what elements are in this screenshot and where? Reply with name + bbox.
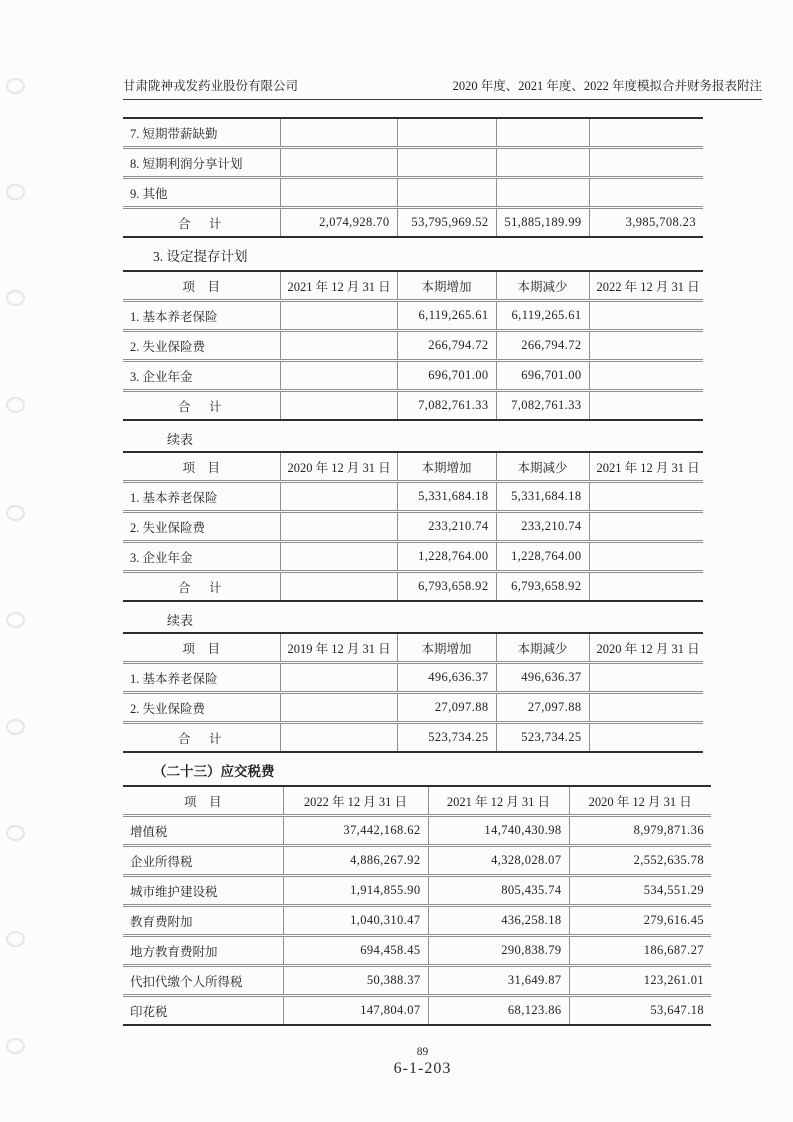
- cell-value: 290,838.79: [428, 936, 569, 966]
- row-label: 8. 短期利润分享计划: [123, 148, 280, 178]
- table-row: [123, 906, 711, 936]
- table-row: [123, 876, 711, 906]
- section-heading-defined-contribution-plan: 3. 设定提存计划: [153, 249, 248, 264]
- cell-value: 51,885,189.99: [496, 208, 589, 238]
- cell-value: 14,740,430.98: [428, 816, 569, 846]
- column-header: 2019 年 12 月 31 日: [280, 633, 397, 663]
- binder-hole-icon: [6, 290, 25, 306]
- row-label: 3. 企业年金: [123, 542, 280, 572]
- row-label: 1. 基本养老保险: [123, 482, 280, 512]
- cell-value: 147,804.07: [283, 996, 428, 1026]
- cell-value: 6,119,265.61: [397, 301, 496, 331]
- column-header: 2020 年 12 月 31 日: [569, 786, 711, 816]
- row-label: 2. 失业保险费: [123, 512, 280, 542]
- cell-value: 523,734.25: [496, 723, 589, 753]
- cell-value: 5,331,684.18: [496, 482, 589, 512]
- binder-hole-icon: [6, 78, 25, 94]
- cell-value: 68,123.86: [428, 996, 569, 1026]
- cell-value: 31,649.87: [428, 966, 569, 996]
- defined-contribution-2022-table-container: [123, 270, 762, 421]
- cell-value: [589, 331, 703, 361]
- cell-value: 233,210.74: [397, 512, 496, 542]
- row-label: 9. 其他: [123, 178, 280, 208]
- total-row: [123, 723, 703, 753]
- taxes-payable-table-container: [123, 785, 762, 1026]
- cell-value: 1,228,764.00: [397, 542, 496, 572]
- binder-hole-icon: [6, 612, 25, 628]
- cell-value: 266,794.72: [397, 331, 496, 361]
- cell-value: [589, 542, 703, 572]
- table-row: [123, 118, 703, 148]
- row-label: 2. 失业保险费: [123, 331, 280, 361]
- row-label: 3. 企业年金: [123, 361, 280, 391]
- column-header: 2022 年 12 月 31 日: [589, 271, 703, 301]
- binder-hole-icon: [6, 1038, 25, 1054]
- cell-value: [397, 178, 496, 208]
- cell-value: 123,261.01: [569, 966, 711, 996]
- column-header: 本期减少: [496, 633, 589, 663]
- row-label: 印花税: [130, 1004, 168, 1019]
- binder-hole-icon: [6, 719, 25, 735]
- cell-value: 50,388.37: [283, 966, 428, 996]
- table-row: [123, 482, 703, 512]
- cell-value: [589, 482, 703, 512]
- column-header: 本期增加: [397, 452, 496, 482]
- cell-value: [589, 723, 703, 753]
- cell-value: 266,794.72: [496, 331, 589, 361]
- cell-value: 2,074,928.70: [280, 208, 397, 238]
- row-label: 2. 失业保险费: [123, 693, 280, 723]
- report-title: 2020 年度、2021 年度、2022 年度模拟合并财务报表附注: [452, 79, 762, 93]
- cell-value: [280, 391, 397, 421]
- cell-value: [496, 148, 589, 178]
- row-label: 1. 基本养老保险: [123, 301, 280, 331]
- cell-value: 279,616.45: [569, 906, 711, 936]
- cell-value: [589, 572, 703, 602]
- column-header: 项 目: [123, 271, 280, 301]
- cell-value: [280, 178, 397, 208]
- table-row: [123, 816, 711, 846]
- cell-value: 805,435.74: [428, 876, 569, 906]
- cell-value: [589, 512, 703, 542]
- column-header: 项 目: [123, 786, 283, 816]
- cell-value: 5,331,684.18: [397, 482, 496, 512]
- table-header-row: [123, 633, 703, 663]
- cell-value: [280, 361, 397, 391]
- total-row: [123, 208, 703, 238]
- table-row: [123, 936, 711, 966]
- row-label: 教育费附加: [123, 906, 283, 936]
- total-row: [123, 572, 703, 602]
- cell-value: [496, 118, 589, 148]
- page-content: [123, 0, 762, 1026]
- row-label: 企业所得税: [123, 846, 283, 876]
- cell-value: [280, 723, 397, 753]
- short-term-employee-benefits-table: [123, 117, 703, 238]
- table-row: [123, 996, 711, 1026]
- table-row: [123, 512, 703, 542]
- cell-value: 534,551.29: [569, 876, 711, 906]
- cell-value: [589, 178, 703, 208]
- binder-hole-icon: [6, 825, 25, 841]
- defined-contribution-plan-2021-table: [123, 451, 703, 602]
- row-label: 7. 短期带薪缺勤: [123, 118, 280, 148]
- cell-value: [280, 482, 397, 512]
- cell-value: 1,914,855.90: [283, 876, 428, 906]
- binder-hole-icon: [6, 505, 25, 521]
- cell-value: [589, 148, 703, 178]
- table-row: [123, 966, 711, 996]
- cell-value: 53,795,969.52: [397, 208, 496, 238]
- table-row: [123, 361, 703, 391]
- row-label: 合 计: [177, 731, 225, 746]
- cell-value: 3,985,708.23: [589, 208, 703, 238]
- total-row: [123, 391, 703, 421]
- cell-value: [589, 693, 703, 723]
- table-header-row: [123, 271, 703, 301]
- short-term-employee-benefits-table-container: [123, 117, 762, 238]
- cell-value: 1,040,310.47: [283, 906, 428, 936]
- cell-value: 27,097.88: [496, 693, 589, 723]
- defined-contribution-2021-table-container: [123, 451, 762, 602]
- cell-value: 186,687.27: [569, 936, 711, 966]
- row-label: 地方教育费附加: [123, 936, 283, 966]
- table-row: [123, 542, 703, 572]
- cell-value: 7,082,761.33: [496, 391, 589, 421]
- cell-value: 6,793,658.92: [397, 572, 496, 602]
- cell-value: 6,793,658.92: [496, 572, 589, 602]
- page-number: 89: [416, 1046, 429, 1058]
- row-label: 合 计: [177, 580, 225, 595]
- column-header: 2021 年 12 月 31 日: [589, 452, 703, 482]
- table-header-row: [123, 452, 703, 482]
- cell-value: 6,119,265.61: [496, 301, 589, 331]
- cell-value: [397, 148, 496, 178]
- cell-value: [280, 512, 397, 542]
- column-header: 2020 年 12 月 31 日: [589, 633, 703, 663]
- binder-hole-icon: [6, 931, 25, 947]
- row-label: 城市维护建设税: [123, 876, 283, 906]
- table-header-row: [123, 786, 711, 816]
- table-row: [123, 331, 703, 361]
- cell-value: 4,886,267.92: [283, 846, 428, 876]
- cell-value: 696,701.00: [496, 361, 589, 391]
- company-name: 甘肃陇神戎发药业股份有限公司: [123, 79, 299, 93]
- cell-value: [280, 663, 397, 693]
- binder-hole-icon: [6, 184, 25, 200]
- row-label: 合 计: [177, 216, 225, 231]
- cell-value: [589, 361, 703, 391]
- table-row: [123, 301, 703, 331]
- table-row: [123, 693, 703, 723]
- cell-value: 233,210.74: [496, 512, 589, 542]
- cell-value: 27,097.88: [397, 693, 496, 723]
- column-header: 本期增加: [397, 633, 496, 663]
- continued-table-label: 续表: [167, 432, 194, 447]
- cell-value: 2,552,635.78: [569, 846, 711, 876]
- cell-value: [280, 331, 397, 361]
- section-heading-taxes-payable: （二十三）应交税费: [153, 764, 275, 779]
- cell-value: [280, 542, 397, 572]
- row-label: 增值税: [123, 816, 283, 846]
- cell-value: 1,228,764.00: [496, 542, 589, 572]
- row-label: 合 计: [177, 399, 225, 414]
- cell-value: 696,701.00: [397, 361, 496, 391]
- table-row: [123, 148, 703, 178]
- running-header: [123, 76, 762, 100]
- cell-value: [589, 118, 703, 148]
- column-header: 2021 年 12 月 31 日: [280, 271, 397, 301]
- column-header: 项 目: [123, 452, 280, 482]
- cell-value: [589, 301, 703, 331]
- defined-contribution-plan-2022-table: [123, 270, 703, 421]
- column-header: 2022 年 12 月 31 日: [283, 786, 428, 816]
- column-header: 2021 年 12 月 31 日: [428, 786, 569, 816]
- cell-value: 4,328,028.07: [428, 846, 569, 876]
- column-header: 本期减少: [496, 452, 589, 482]
- cell-value: [280, 693, 397, 723]
- table-row: [123, 663, 703, 693]
- cell-value: 53,647.18: [569, 996, 711, 1026]
- cell-value: 37,442,168.62: [283, 816, 428, 846]
- cell-value: [397, 118, 496, 148]
- row-label: 1. 基本养老保险: [123, 663, 280, 693]
- cell-value: 523,734.25: [397, 723, 496, 753]
- cell-value: [280, 148, 397, 178]
- defined-contribution-plan-2020-table: [123, 632, 703, 753]
- table-row: [123, 178, 703, 208]
- table-row: [123, 846, 711, 876]
- cell-value: 8,979,871.36: [569, 816, 711, 846]
- cell-value: 496,636.37: [397, 663, 496, 693]
- binder-hole-icon: [6, 397, 25, 413]
- cell-value: [280, 572, 397, 602]
- cell-value: [589, 391, 703, 421]
- document-code: 6-1-203: [393, 1060, 452, 1077]
- cell-value: [496, 178, 589, 208]
- cell-value: 694,458.45: [283, 936, 428, 966]
- cell-value: 7,082,761.33: [397, 391, 496, 421]
- page-footer: [26, 1046, 793, 1078]
- cell-value: 496,636.37: [496, 663, 589, 693]
- column-header: 项 目: [123, 633, 280, 663]
- taxes-payable-table: [123, 785, 711, 1026]
- column-header: 本期减少: [496, 271, 589, 301]
- cell-value: 436,258.18: [428, 906, 569, 936]
- cell-value: [280, 301, 397, 331]
- defined-contribution-2020-table-container: [123, 632, 762, 753]
- row-label: 代扣代缴个人所得税: [123, 966, 283, 996]
- cell-value: [589, 663, 703, 693]
- column-header: 本期增加: [397, 271, 496, 301]
- cell-value: [280, 118, 397, 148]
- continued-table-label: 续表: [167, 613, 194, 628]
- column-header: 2020 年 12 月 31 日: [280, 452, 397, 482]
